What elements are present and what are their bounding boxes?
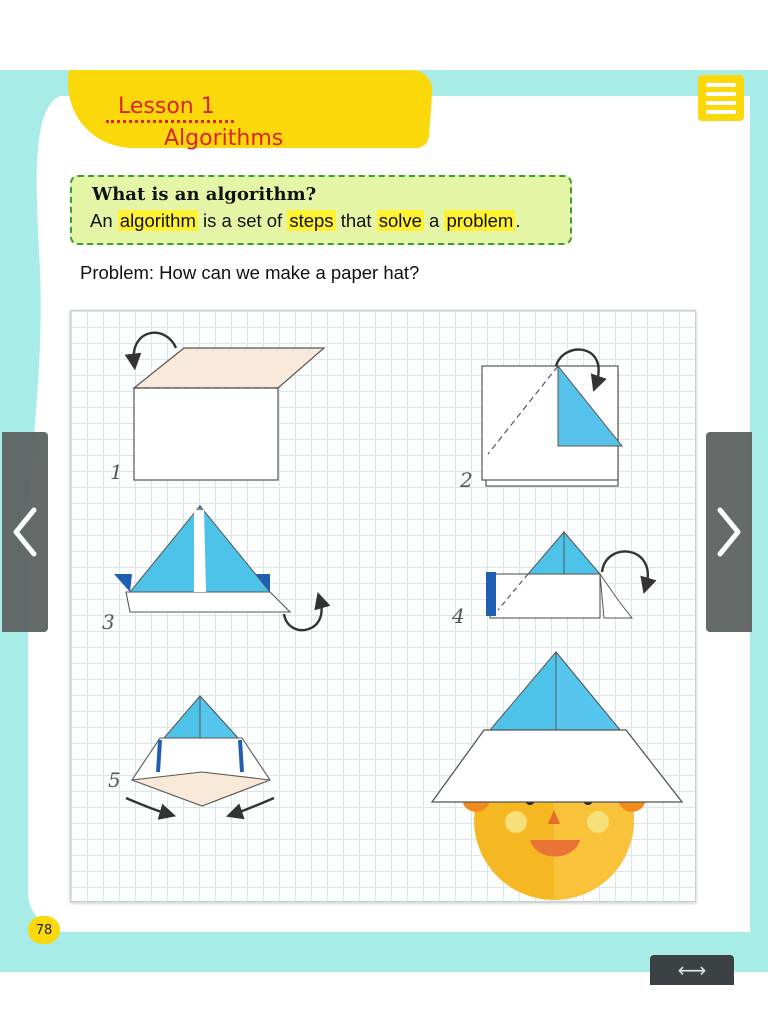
next-page-button[interactable] (706, 432, 752, 632)
step-5-drawing (126, 696, 274, 814)
finished-hat-drawing (432, 652, 682, 900)
problem-statement: Problem: How can we make a paper hat? (80, 262, 420, 283)
definition-part: that (335, 210, 377, 231)
step-4-drawing (486, 532, 648, 618)
step-1-drawing (134, 333, 324, 480)
definition-heading: What is an algorithm? (92, 184, 317, 205)
horizontal-arrows-icon: ⟷ (677, 958, 707, 982)
step-1-number: 1 (110, 460, 123, 484)
step-4-number: 4 (452, 604, 465, 628)
lesson-title: Algorithms (164, 126, 284, 151)
definition-part: is a set of (197, 210, 288, 231)
page-number-badge: 78 (28, 916, 60, 944)
definition-part: An (90, 210, 118, 231)
step-3-number: 3 (102, 610, 115, 634)
definition-part: a (423, 210, 445, 231)
step-3-drawing (114, 506, 322, 630)
lesson-label: Lesson 1 (118, 94, 215, 119)
paper-hat-illustration (70, 310, 696, 902)
definition-keyword: solve (378, 210, 422, 231)
previous-page-button[interactable] (2, 432, 48, 632)
menu-button[interactable] (698, 75, 744, 121)
chevron-left-icon (10, 502, 40, 562)
step-5-number: 5 (108, 768, 121, 792)
definition-text (90, 210, 520, 232)
definition-part: . (515, 210, 521, 231)
step-2-number: 2 (460, 468, 473, 492)
expand-toolbar-button[interactable] (650, 955, 734, 985)
chevron-right-icon (714, 502, 744, 562)
definition-keyword: algorithm (119, 210, 196, 231)
step-2-drawing (482, 350, 622, 486)
definition-keyword: steps (289, 210, 334, 231)
definition-keyword: problem (446, 210, 514, 231)
lesson-divider (106, 120, 234, 123)
